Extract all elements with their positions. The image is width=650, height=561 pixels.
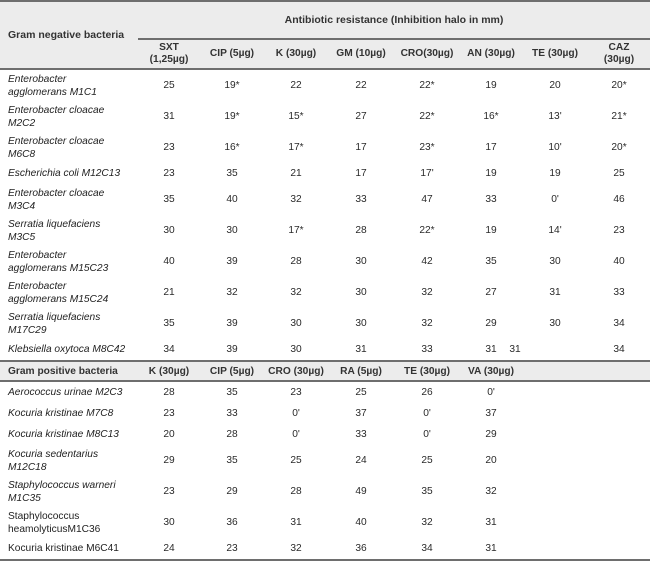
halo-value: 21* bbox=[611, 111, 627, 122]
bacteria-name: Enterobacter cloacae M3C4 bbox=[8, 187, 105, 212]
bacteria-name: Enterobacter cloacae M6C8 bbox=[8, 135, 105, 160]
halo-value: 19 bbox=[549, 168, 561, 179]
halo-value: 17 bbox=[355, 168, 367, 179]
table-row bbox=[0, 476, 650, 507]
halo-value: 35 bbox=[226, 455, 238, 466]
halo-value: 32 bbox=[421, 318, 433, 329]
halo-value: 39 bbox=[226, 344, 238, 355]
halo-value: 20* bbox=[611, 142, 627, 153]
halo-value: 0' bbox=[423, 408, 431, 419]
bacteria-name: Serratia liquefaciens M17C29 bbox=[8, 311, 101, 336]
bacteria-name: Enterobacter agglomerans M15C24 bbox=[8, 280, 109, 305]
gram-positive-header-row bbox=[0, 361, 650, 381]
halo-value: 23 bbox=[200, 538, 264, 560]
halo-value: 20* bbox=[611, 80, 627, 91]
table-row bbox=[0, 277, 650, 308]
halo-value: 30 bbox=[355, 318, 367, 329]
halo-value: 47 bbox=[421, 194, 433, 205]
group-header-text: Antibiotic resistance (Inhibition halo in mm) bbox=[284, 14, 504, 26]
halo-value: 25 bbox=[421, 455, 433, 466]
halo-value: 22* bbox=[419, 80, 435, 91]
halo-value: 32 bbox=[290, 194, 302, 205]
pos-col-header-te: TE (30µg) bbox=[394, 361, 460, 381]
halo-value: 10' bbox=[548, 142, 562, 153]
halo-value: 0' bbox=[423, 429, 431, 440]
halo-value: 32 bbox=[485, 486, 497, 497]
table-row bbox=[0, 403, 650, 424]
empty-cell bbox=[588, 507, 650, 538]
empty-cell bbox=[522, 476, 588, 507]
empty-cell bbox=[522, 445, 588, 476]
halo-value: 23 bbox=[163, 486, 175, 497]
col-header-an: AN (30µg) bbox=[460, 39, 522, 69]
halo-value: 19 bbox=[485, 225, 497, 236]
halo-value: 20 bbox=[549, 80, 561, 91]
bacteria-name: Enterobacter agglomerans M15C23 bbox=[8, 249, 109, 274]
halo-value: 23 bbox=[163, 168, 175, 179]
pos-col-header-ra: RA (5µg) bbox=[328, 361, 394, 381]
halo-value: 35 bbox=[163, 318, 175, 329]
halo-value: 0' bbox=[292, 429, 300, 440]
halo-value: 0' bbox=[292, 408, 300, 419]
table-row bbox=[0, 215, 650, 246]
halo-value: 28 bbox=[163, 387, 175, 398]
bacteria-name: Kocuria kristinae M8C13 bbox=[8, 429, 119, 440]
gram-positive-rows bbox=[0, 381, 650, 560]
halo-value: 33 bbox=[485, 194, 497, 205]
halo-value: 33 bbox=[355, 194, 367, 205]
halo-value: 29 bbox=[226, 486, 238, 497]
halo-value: 33 bbox=[613, 287, 625, 298]
halo-value: 13' bbox=[548, 111, 562, 122]
header-row-group bbox=[0, 1, 650, 39]
halo-value: 17 bbox=[485, 142, 497, 153]
col-header-cip: CIP (5µg) bbox=[200, 39, 264, 69]
halo-value: 20 bbox=[485, 455, 497, 466]
halo-value: 29 bbox=[485, 318, 497, 329]
halo-value: 22 bbox=[355, 80, 367, 91]
halo-value: 31 bbox=[460, 538, 522, 560]
pos-col-header-empty-1 bbox=[522, 361, 588, 381]
halo-value: 37 bbox=[355, 408, 367, 419]
bacteria-name: Enterobacter cloacae M2C2 bbox=[8, 104, 105, 129]
halo-value: 30 bbox=[226, 225, 238, 236]
halo-value: 22* bbox=[419, 111, 435, 122]
halo-value: 19 bbox=[485, 80, 497, 91]
table-row bbox=[0, 101, 650, 132]
halo-value: 35 bbox=[163, 194, 175, 205]
table-row bbox=[0, 246, 650, 277]
empty-cell bbox=[522, 381, 588, 403]
halo-value: 30 bbox=[549, 256, 561, 267]
halo-value: 14' bbox=[548, 225, 562, 236]
halo-value: 40 bbox=[355, 517, 367, 528]
halo-value: 49 bbox=[355, 486, 367, 497]
col-header-gm: GM (10µg) bbox=[328, 39, 394, 69]
halo-value: 30 bbox=[355, 287, 367, 298]
halo-value: 33 bbox=[226, 408, 238, 419]
halo-value: 32 bbox=[290, 287, 302, 298]
halo-value: 23* bbox=[419, 142, 435, 153]
halo-value: 30 bbox=[290, 318, 302, 329]
table-row bbox=[0, 184, 650, 215]
halo-value: 31 bbox=[549, 287, 561, 298]
bacteria-name: Kocuria kristinae M7C8 bbox=[8, 408, 114, 419]
halo-value: 0' bbox=[487, 387, 495, 398]
halo-value: 27 bbox=[485, 287, 497, 298]
halo-value: 19* bbox=[224, 111, 240, 122]
empty-cell bbox=[588, 381, 650, 403]
halo-value: 33 bbox=[421, 344, 433, 355]
antibiotic-group-header bbox=[138, 1, 650, 39]
bacteria-name: Aerococcus urinae M2C3 bbox=[8, 387, 123, 398]
halo-value: 36 bbox=[226, 517, 238, 528]
col-header-caz: CAZ (30µg) bbox=[588, 39, 650, 69]
halo-value: 16* bbox=[224, 142, 240, 153]
empty-cell bbox=[522, 538, 588, 560]
empty-cell bbox=[522, 507, 588, 538]
halo-value: 27 bbox=[355, 111, 367, 122]
empty-cell bbox=[588, 424, 650, 445]
empty-cell bbox=[588, 403, 650, 424]
empty-cell bbox=[522, 424, 588, 445]
halo-value: 34 bbox=[613, 344, 625, 355]
halo-value: 21 bbox=[163, 287, 175, 298]
table-row bbox=[0, 381, 650, 403]
halo-value: 40 bbox=[613, 256, 625, 267]
empty-cell bbox=[588, 445, 650, 476]
table-row bbox=[0, 507, 650, 538]
halo-value: 21 bbox=[290, 168, 302, 179]
col-header-k: K (30µg) bbox=[264, 39, 328, 69]
halo-value: 0' bbox=[551, 194, 559, 205]
empty-cell bbox=[588, 538, 650, 560]
halo-value: 20 bbox=[163, 429, 175, 440]
halo-value: 24 bbox=[355, 455, 367, 466]
halo-value: 25 bbox=[163, 80, 175, 91]
halo-value: 35 bbox=[226, 168, 238, 179]
halo-value: 35 bbox=[226, 387, 238, 398]
col-header-cro: CRO(30µg) bbox=[394, 39, 460, 69]
halo-value: 23 bbox=[163, 408, 175, 419]
halo-value: 17 bbox=[355, 142, 367, 153]
table-row bbox=[0, 308, 650, 339]
pos-col-header-cro: CRO (30µg) bbox=[264, 361, 328, 381]
halo-value: 40 bbox=[226, 194, 238, 205]
halo-value: 30 bbox=[290, 344, 302, 355]
pos-col-header-k: K (30µg) bbox=[138, 361, 200, 381]
halo-value: 28 bbox=[290, 256, 302, 267]
halo-value: 28 bbox=[226, 429, 238, 440]
halo-value: 26 bbox=[421, 387, 433, 398]
halo-value: 25 bbox=[613, 168, 625, 179]
pos-col-header-empty-2 bbox=[588, 361, 650, 381]
halo-value: 39 bbox=[226, 318, 238, 329]
halo-value: 31 bbox=[290, 517, 302, 528]
halo-value: 31 bbox=[163, 111, 175, 122]
gram-negative-title-text: Gram negative bacteria bbox=[8, 29, 125, 41]
bacteria-name: Kocuria kristinae M6C41 bbox=[0, 538, 138, 560]
halo-value: 32 bbox=[264, 538, 328, 560]
table-row bbox=[0, 163, 650, 184]
halo-value: 25 bbox=[355, 387, 367, 398]
bacteria-name: Klebsiella oxytoca M8C42 bbox=[8, 344, 126, 355]
table-row bbox=[0, 69, 650, 101]
halo-value: 40 bbox=[163, 256, 175, 267]
halo-value: 23 bbox=[613, 225, 625, 236]
halo-value: 22 bbox=[290, 80, 302, 91]
halo-value: 34 bbox=[394, 538, 460, 560]
pos-col-header-va: VA (30µg) bbox=[460, 361, 522, 381]
table-row bbox=[0, 445, 650, 476]
bacteria-name: Serratia liquefaciens M3C5 bbox=[8, 218, 101, 243]
halo-value: 29 bbox=[163, 455, 175, 466]
gram-negative-title bbox=[0, 1, 138, 69]
col-header-sxt: SXT (1,25µg) bbox=[138, 39, 200, 69]
halo-value: 15* bbox=[288, 111, 304, 122]
halo-value: 32 bbox=[421, 517, 433, 528]
halo-value: 23 bbox=[290, 387, 302, 398]
halo-value: 25 bbox=[290, 455, 302, 466]
halo-value: 33 bbox=[355, 429, 367, 440]
col-header-te: TE (30µg) bbox=[522, 39, 588, 69]
halo-value: 32 bbox=[226, 287, 238, 298]
halo-value: 28 bbox=[355, 225, 367, 236]
bacteria-name: Staphylococcus warneri M1C35 bbox=[8, 479, 116, 504]
halo-value: 34 bbox=[613, 318, 625, 329]
halo-value: 31 bbox=[485, 517, 497, 528]
halo-value: 34 bbox=[163, 344, 175, 355]
table-row bbox=[0, 538, 650, 560]
bacteria-name: Kocuria sedentarius M12C18 bbox=[8, 448, 99, 473]
halo-value: 35 bbox=[421, 486, 433, 497]
gram-negative-rows bbox=[0, 69, 650, 361]
table-row bbox=[0, 424, 650, 445]
halo-value: 42 bbox=[421, 256, 433, 267]
halo-value: 23 bbox=[163, 142, 175, 153]
halo-value: 28 bbox=[290, 486, 302, 497]
halo-value: 17' bbox=[420, 168, 434, 179]
halo-value: 22* bbox=[419, 225, 435, 236]
halo-value: 36 bbox=[328, 538, 394, 560]
bacteria-name: Staphylococcus heamolyticusM1C36 bbox=[8, 510, 101, 535]
halo-value: 30 bbox=[355, 256, 367, 267]
table-row bbox=[0, 339, 650, 361]
empty-cell bbox=[588, 476, 650, 507]
halo-value: 30 bbox=[549, 318, 561, 329]
empty-cell bbox=[522, 403, 588, 424]
bacteria-name: Enterobacter agglomerans M1C1 bbox=[8, 73, 97, 98]
pos-col-header-cip: CIP (5µg) bbox=[200, 361, 264, 381]
halo-value: 19* bbox=[224, 80, 240, 91]
halo-value: 17* bbox=[288, 142, 304, 153]
halo-value: 24 bbox=[138, 538, 200, 560]
halo-value: 32 bbox=[421, 287, 433, 298]
halo-value: 31 bbox=[485, 344, 497, 355]
bacteria-name: Escherichia coli M12C13 bbox=[8, 168, 121, 179]
halo-value: 37 bbox=[485, 408, 497, 419]
halo-value: 46 bbox=[613, 194, 625, 205]
halo-value: 30 bbox=[163, 517, 175, 528]
gram-positive-title: Gram positive bacteria bbox=[0, 361, 138, 381]
halo-value: 17* bbox=[288, 225, 304, 236]
halo-value: 35 bbox=[485, 256, 497, 267]
halo-value: 39 bbox=[226, 256, 238, 267]
halo-value: 31 bbox=[509, 344, 521, 355]
halo-value: 16* bbox=[483, 111, 499, 122]
table-row bbox=[0, 132, 650, 163]
halo-value: 31 bbox=[355, 344, 367, 355]
halo-value: 29 bbox=[485, 429, 497, 440]
halo-value: 19 bbox=[485, 168, 497, 179]
halo-value: 30 bbox=[163, 225, 175, 236]
